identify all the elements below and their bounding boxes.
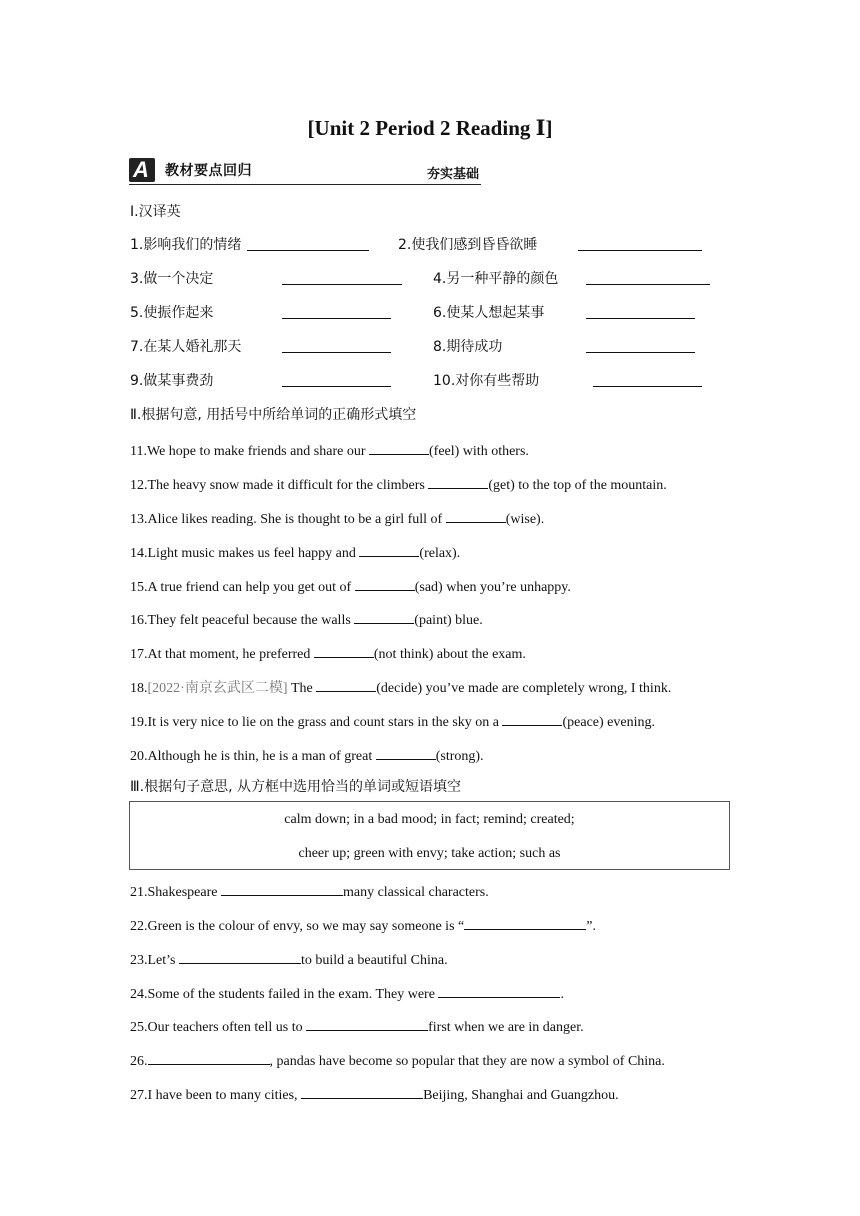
answer-blank-27[interactable] (301, 1083, 423, 1099)
phrase-item-3: 3.做一个决定 (130, 271, 214, 287)
answer-blank-14[interactable] (359, 541, 419, 557)
word-bank-box (129, 801, 730, 870)
phrase-item-9: 9.做某事费劲 (130, 373, 214, 389)
banner-left-label: 教材要点回归 (165, 163, 252, 179)
answer-blank-2[interactable] (578, 250, 702, 251)
phrase-item-7: 7.在某人婚礼那天 (130, 339, 242, 355)
page-title: [Unit 2 Period 2 Reading Ⅰ] (307, 116, 553, 140)
question-14: 14.Light music makes us feel happy and (relax). (130, 541, 460, 564)
section3-heading: Ⅲ.根据句子意思, 从方框中选用恰当的单词或短语填空 (130, 779, 462, 795)
question-19: 19.It is very nice to lie on the grass and count stars in the sky on a (peace) evening. (130, 710, 655, 733)
question-17: 17.At that moment, he preferred (not think) about the exam. (130, 642, 526, 665)
section2-heading: Ⅱ.根据句意, 用括号中所给单词的正确形式填空 (130, 407, 417, 423)
question-12: 12.The heavy snow made it difficult for the climbers (get) to the top of the mountain. (130, 473, 667, 496)
answer-blank-22[interactable] (464, 914, 586, 930)
question-16: 16.They felt peaceful because the walls (paint) blue. (130, 608, 483, 631)
question-27: 27.I have been to many cities, Beijing, Shanghai and Guangzhou. (130, 1083, 619, 1106)
answer-blank-1[interactable] (247, 250, 369, 251)
question-22: 22.Green is the colour of envy, so we may say someone is “ ”. (130, 914, 596, 937)
answer-blank-15[interactable] (355, 575, 415, 591)
answer-blank-4[interactable] (586, 284, 710, 285)
answer-blank-21[interactable] (221, 880, 343, 896)
section1-heading: Ⅰ.汉译英 (130, 204, 181, 220)
question-15: 15.A true friend can help you get out of (sad) when you’re unhappy. (130, 575, 571, 598)
answer-blank-10[interactable] (593, 386, 702, 387)
word-bank-line-2: cheer up; green with envy; take action; such as (298, 846, 561, 861)
answer-blank-3[interactable] (282, 284, 402, 285)
answer-blank-19[interactable] (502, 710, 562, 726)
a-logo-icon: A (129, 158, 155, 182)
question-25: 25.Our teachers often tell us to first when we are in danger. (130, 1015, 584, 1038)
question-21: 21.Shakespeare many classical characters. (130, 880, 489, 903)
answer-blank-24[interactable] (438, 982, 560, 998)
phrase-item-1: 1.影响我们的情绪 (130, 237, 242, 253)
question-18: 18.[2022·南京玄武区二模] The (decide) you’ve made are completely wrong, I think. (130, 676, 671, 699)
phrase-item-10: 10.对你有些帮助 (433, 373, 540, 389)
answer-blank-17[interactable] (314, 642, 374, 658)
question-24: 24.Some of the students failed in the exam. They were . (130, 982, 564, 1005)
phrase-item-8: 8.期待成功 (433, 339, 503, 355)
phrase-item-2: 2.使我们感到昏昏欲睡 (398, 237, 538, 253)
question-23: 23.Let’s to build a beautiful China. (130, 948, 448, 971)
answer-blank-7[interactable] (282, 352, 391, 353)
banner-rule (129, 184, 481, 185)
word-bank-line-1: calm down; in a bad mood; in fact; remind; created; (284, 812, 575, 827)
answer-blank-23[interactable] (179, 948, 301, 964)
answer-blank-26[interactable] (148, 1049, 270, 1065)
answer-blank-5[interactable] (282, 318, 391, 319)
answer-blank-16[interactable] (354, 608, 414, 624)
answer-blank-13[interactable] (446, 507, 506, 523)
answer-blank-11[interactable] (369, 439, 429, 455)
source-note: [2022·南京玄武区二模] (147, 681, 288, 696)
question-11: 11.We hope to make friends and share our (feel) with others. (130, 439, 529, 462)
phrase-item-4: 4.另一种平静的颜色 (433, 271, 559, 287)
answer-blank-12[interactable] (428, 473, 488, 489)
phrase-item-5: 5.使振作起来 (130, 305, 214, 321)
question-26: 26. , pandas have become so popular that they are now a symbol of China. (130, 1049, 665, 1072)
question-13: 13.Alice likes reading. She is thought to be a girl full of (wise). (130, 507, 544, 530)
answer-blank-20[interactable] (376, 744, 436, 760)
answer-blank-25[interactable] (306, 1015, 428, 1031)
answer-blank-8[interactable] (586, 352, 695, 353)
question-20: 20.Although he is thin, he is a man of great (strong). (130, 744, 484, 767)
answer-blank-9[interactable] (282, 386, 391, 387)
section-banner (129, 156, 481, 186)
banner-right-label: 夯实基础 (426, 167, 479, 182)
answer-blank-18[interactable] (316, 676, 376, 692)
phrase-item-6: 6.使某人想起某事 (433, 305, 545, 321)
answer-blank-6[interactable] (586, 318, 695, 319)
